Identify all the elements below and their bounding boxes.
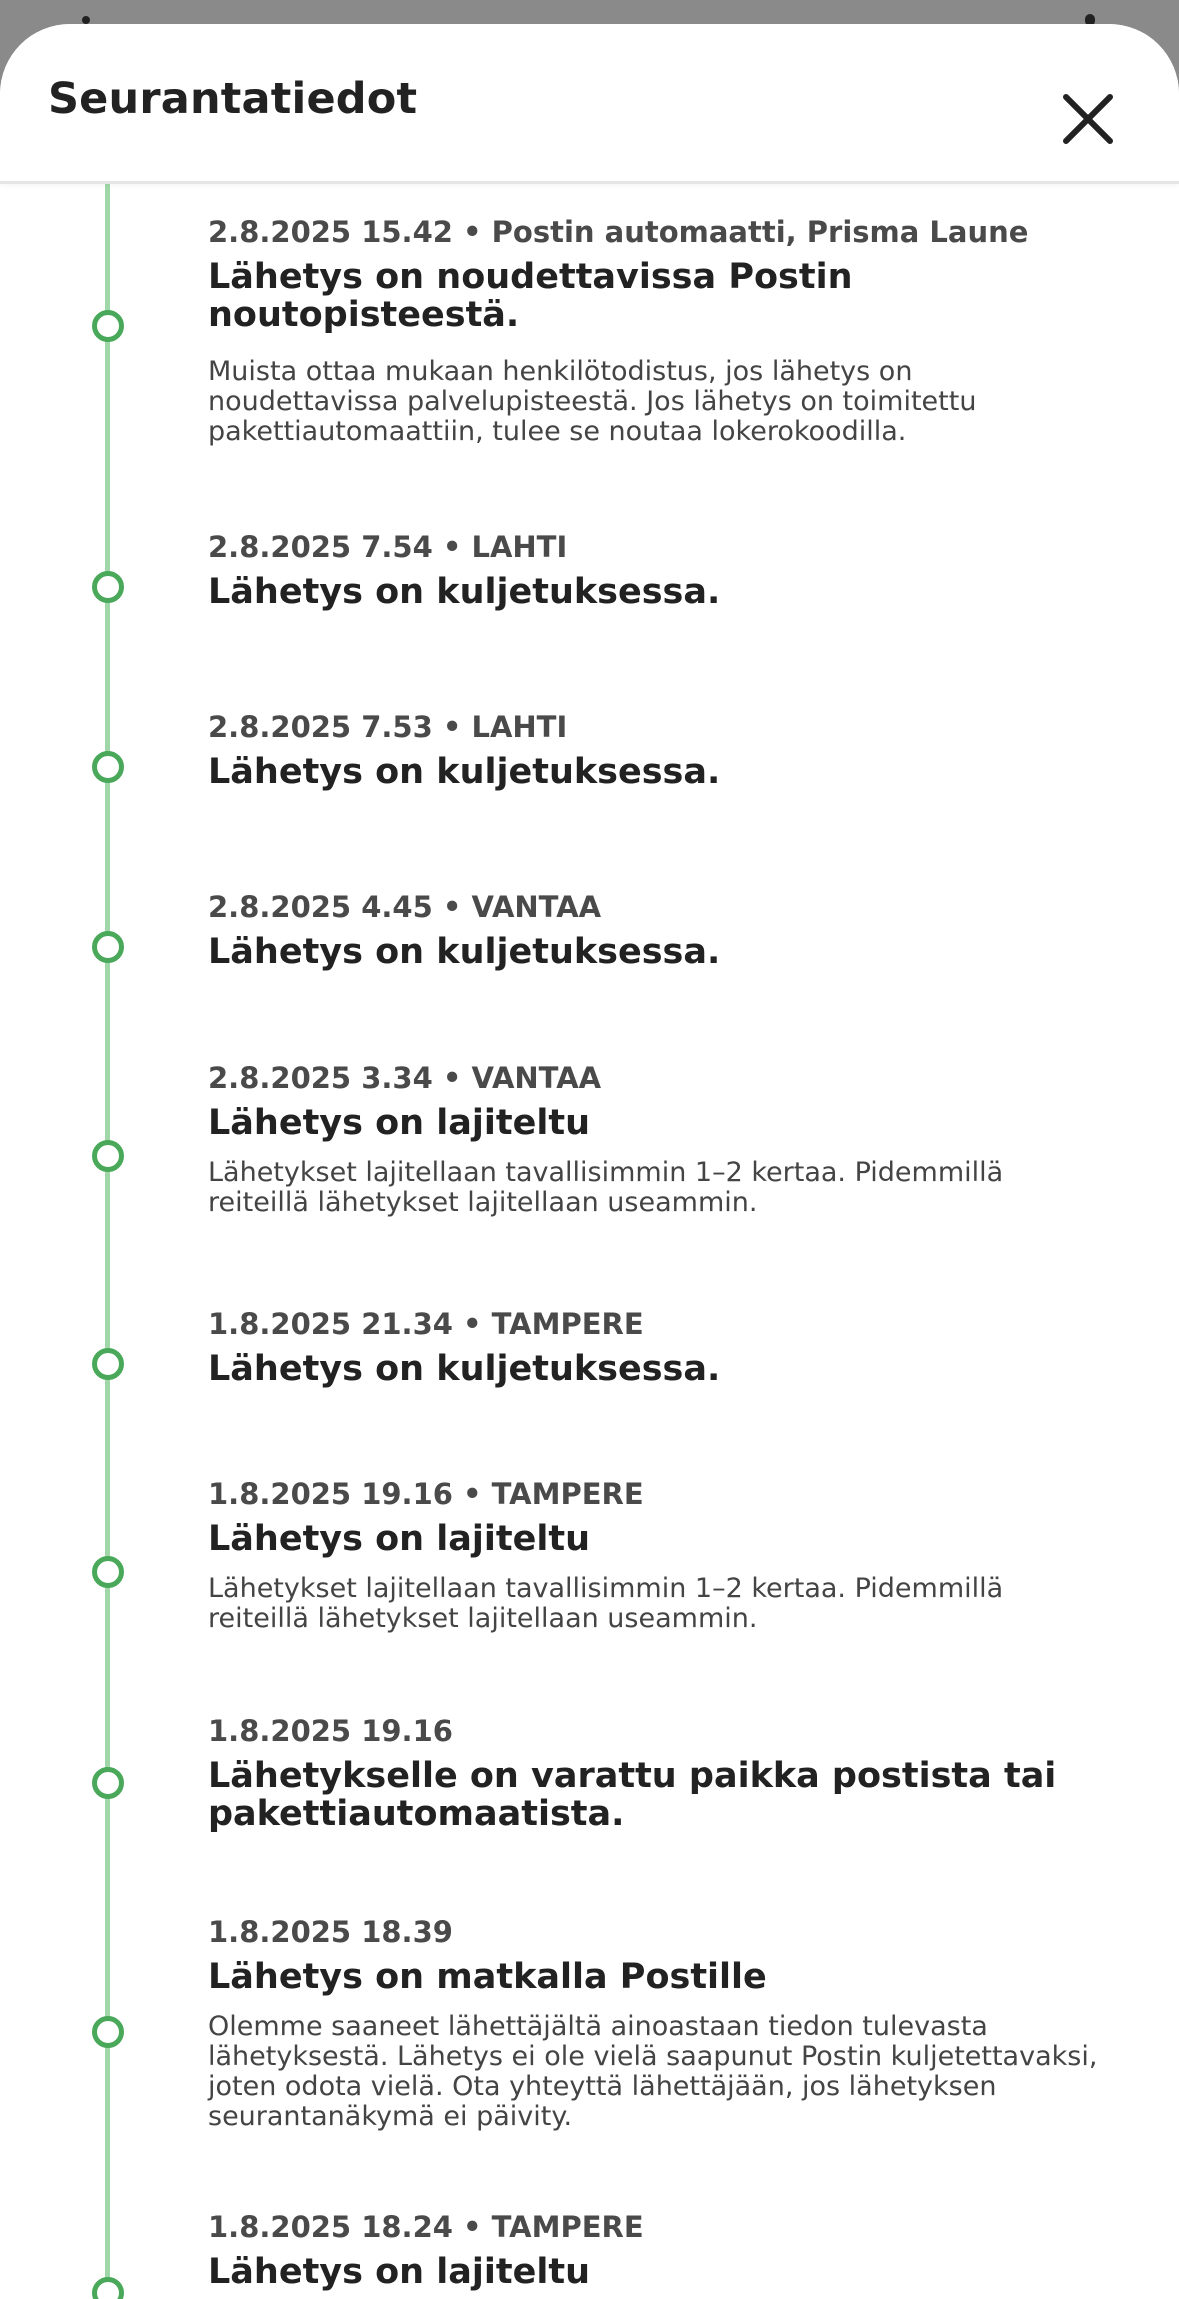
event-title: Lähetys on kuljetuksessa. xyxy=(208,1349,721,1389)
event-meta: 1.8.2025 18.39 xyxy=(208,1915,453,1949)
close-icon xyxy=(1055,86,1121,152)
event-description: Olemme saaneet lähettäjältä ainoastaan tiedon tulevasta lähetyksestä. Lähetys ei ole vielä saapunut Postin kuljetettavaksi, joten odota vielä. Ota yhteyttä lähettäjään, jos lähetyksen seurantanäkymä ei päivity. xyxy=(208,2011,1098,2132)
event-title: Lähetys on kuljetuksessa. xyxy=(208,572,721,612)
event-meta: 1.8.2025 18.24 • TAMPERE xyxy=(208,2210,644,2244)
timeline-node-icon xyxy=(92,2016,124,2048)
timeline-node-icon xyxy=(92,751,124,783)
event-title: Lähetykselle on varattu paikka postista tai pakettiautomaatista. xyxy=(208,1756,1057,1834)
status-indicator-icon xyxy=(82,16,90,24)
event-meta: 2.8.2025 15.42 • Postin automaatti, Prisma Laune xyxy=(208,215,1029,249)
timeline-node-icon xyxy=(92,1140,124,1172)
event-meta: 2.8.2025 3.34 • VANTAA xyxy=(208,1061,602,1095)
timeline-node-icon xyxy=(92,310,124,342)
event-title: Lähetys on matkalla Postille xyxy=(208,1957,767,1997)
event-description: Lähetykset lajitellaan tavallisimmin 1–2 kertaa. Pidemmillä reiteillä lähetykset lajitellaan useammin. xyxy=(208,1157,1004,1218)
event-meta: 1.8.2025 19.16 xyxy=(208,1714,453,1748)
tracking-details-sheet xyxy=(0,24,1179,2299)
event-title: Lähetys on lajiteltu xyxy=(208,2252,591,2292)
event-title: Lähetys on noudettavissa Postin noutopisteestä. xyxy=(208,257,853,335)
event-meta: 2.8.2025 7.54 • LAHTI xyxy=(208,530,568,564)
event-meta: 2.8.2025 7.53 • LAHTI xyxy=(208,710,568,744)
close-button[interactable] xyxy=(1055,86,1121,152)
event-title: Lähetys on kuljetuksessa. xyxy=(208,752,721,792)
timeline-node-icon xyxy=(92,1348,124,1380)
event-description: Muista ottaa mukaan henkilötodistus, jos lähetys on noudettavissa palvelupisteestä. Jos lähetys on toimitettu pakettiautomaattiin, tulee se noutaa lokerokoodilla. xyxy=(208,356,977,447)
sheet-header xyxy=(0,24,1179,184)
event-meta: 1.8.2025 21.34 • TAMPERE xyxy=(208,1307,644,1341)
sheet-title: Seurantatiedot xyxy=(48,74,418,124)
event-meta: 1.8.2025 19.16 • TAMPERE xyxy=(208,1477,644,1511)
timeline-node-icon xyxy=(92,931,124,963)
event-title: Lähetys on lajiteltu xyxy=(208,1103,591,1143)
event-title: Lähetys on kuljetuksessa. xyxy=(208,932,721,972)
timeline-node-icon xyxy=(92,571,124,603)
timeline-node-icon xyxy=(92,1767,124,1799)
timeline-line xyxy=(105,181,110,2299)
timeline-node-icon xyxy=(92,1556,124,1588)
event-description: Lähetykset lajitellaan tavallisimmin 1–2 kertaa. Pidemmillä reiteillä lähetykset lajitellaan useammin. xyxy=(208,1573,1004,1634)
event-meta: 2.8.2025 4.45 • VANTAA xyxy=(208,890,602,924)
event-title: Lähetys on lajiteltu xyxy=(208,1519,591,1559)
timeline-node-icon xyxy=(92,2277,124,2299)
